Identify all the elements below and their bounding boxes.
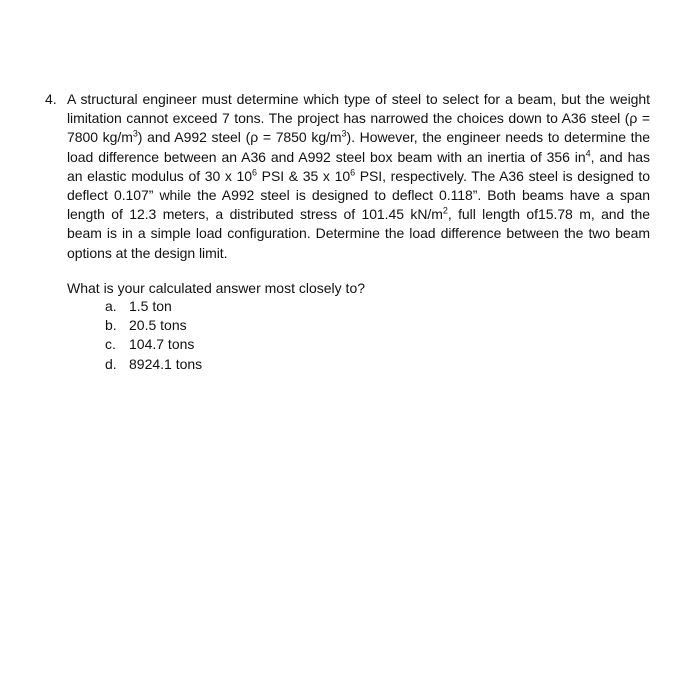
superscript: 4 — [585, 147, 591, 158]
option-letter: a. — [105, 298, 117, 314]
option-text: 8924.1 tons — [129, 355, 203, 372]
question-text-part: , and has an elastic modulus of 30 x 10 — [67, 148, 650, 184]
superscript: 2 — [442, 205, 448, 216]
question-text-part: PSI, respectively. The A36 steel is designed to deflect 0.107” while the A992 steel is designed to deflect 0.118”. Both beams have a span length of 12.3 meters, a distributed stress of 101.45 kN/m — [67, 167, 651, 223]
answer-option-a — [105, 297, 202, 316]
superscript: 6 — [252, 167, 257, 178]
option-letter: c. — [105, 336, 116, 353]
question-text-part: ) and A992 steel (ρ = 7850 kg/m — [137, 129, 342, 146]
answer-option-c — [105, 335, 202, 354]
option-text: 20.5 tons — [129, 317, 187, 334]
answer-option-b — [105, 316, 202, 335]
answer-options-list — [105, 297, 202, 374]
option-letter: b. — [105, 317, 117, 334]
option-text: 104.7 tons — [129, 336, 195, 353]
answer-option-d — [105, 355, 202, 374]
superscript: 3 — [132, 128, 138, 139]
question-text-part: PSI & 35 x 10 — [256, 167, 351, 184]
option-text: 1.5 ton — [129, 298, 172, 314]
option-letter: d. — [105, 355, 117, 372]
question-text-part: A structural engineer must determine which type of steel to select for a beam, but the weight limitation cannot exceed 7 tons. The project has narrowed the choices down to A36 steel (ρ = 7800 kg/m — [67, 91, 650, 146]
question-block — [45, 90, 650, 263]
question-text-part: ). However, the engineer needs to determine the load difference between an A36 and A992 steel box beam with an inertia of 356 in — [67, 129, 650, 165]
question-text-part: , full length of15.78 m, and the beam is in a simple load configuration. Determine the load difference between the two beam options at the design limit. — [67, 206, 650, 261]
superscript: 3 — [341, 128, 347, 139]
superscript: 6 — [350, 167, 356, 178]
question-text — [67, 90, 650, 263]
question-number: 4. — [45, 91, 57, 107]
answer-prompt: What is your calculated answer most closely to? — [67, 280, 366, 296]
